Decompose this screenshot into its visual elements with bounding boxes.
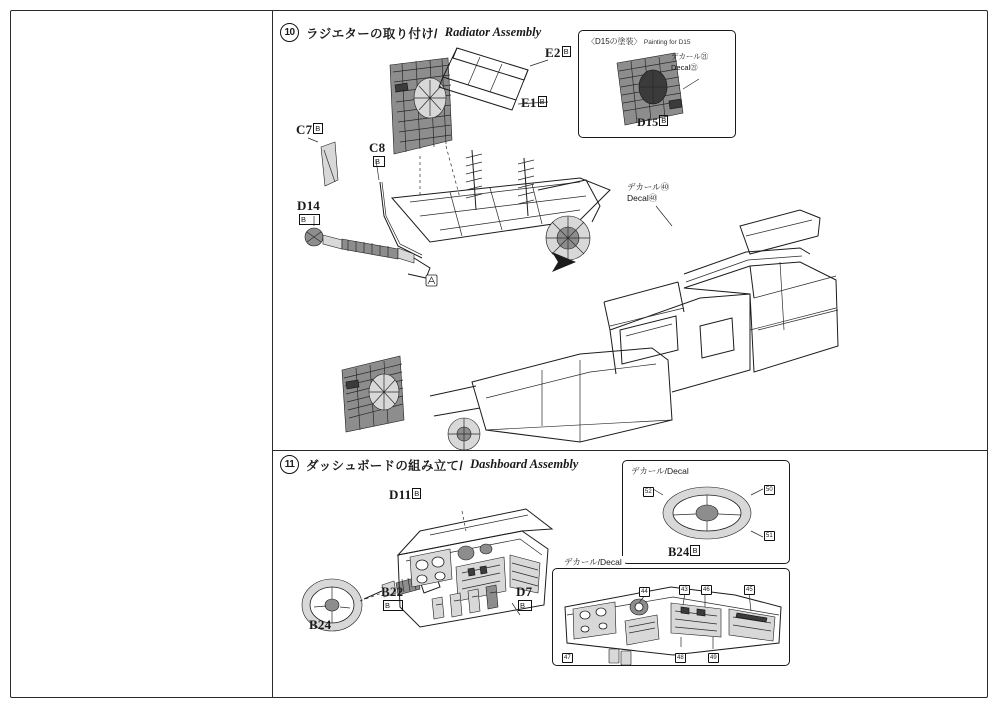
label-e1: E1 B (521, 95, 545, 110)
decal-number-48: 48 (677, 655, 684, 661)
label-c8: C8 B (369, 140, 386, 166)
radiator-shroud (439, 48, 528, 110)
b24-wheel-drawing (623, 461, 791, 565)
chassis-frame (392, 150, 610, 260)
dash-decal-drawing (553, 569, 791, 667)
vehicle-body (430, 210, 838, 450)
label-b24-callout: B24 B (668, 545, 698, 559)
label-b22: B22 B (381, 584, 404, 610)
label-b24: B24 (309, 617, 332, 632)
radiator-upper (390, 58, 452, 154)
radiator-lower (342, 356, 404, 432)
step-10-number: 10 (280, 23, 299, 42)
decal-number-52: 52 (645, 489, 652, 495)
decal-number-45: 45 (746, 587, 753, 593)
label-c7: C7 B (296, 122, 321, 137)
label-d11: D11 B (389, 487, 420, 502)
part-d14 (305, 228, 430, 278)
decal-number-43: 43 (681, 587, 688, 593)
label-e2: E2 B (545, 45, 569, 60)
step-section-divider (272, 450, 988, 451)
leader-decal-40 (656, 206, 672, 226)
marker-a (426, 275, 437, 286)
decal-number-51: 51 (766, 533, 773, 539)
step-11-title-en: Dashboard Assembly (470, 457, 579, 471)
step-11-title-jp: ダッシュボードの組み立て/ (306, 458, 464, 473)
decal-note-21: デカール㉑ Decal㉑ (671, 52, 709, 72)
left-margin-divider (272, 11, 273, 697)
part-c7 (321, 142, 338, 186)
callout-title-dash-decal: デカール/Decal (561, 556, 625, 568)
leader-c7 (308, 138, 318, 142)
step-10-title-en: Radiator Assembly (444, 25, 542, 39)
decal-number-46: 46 (703, 587, 710, 593)
dash-decal-callout (552, 557, 790, 666)
step-11-header (280, 455, 578, 474)
callout-title-b24: デカール/Decal (631, 466, 689, 476)
part-c8 (380, 182, 422, 258)
b24-decal-callout (622, 460, 790, 564)
decal-number-47: 47 (564, 655, 571, 661)
label-d14: D14 B (297, 198, 320, 224)
leader-b22-assembly (360, 593, 382, 601)
step-10-title-jp: ラジエターの取り付け/ (306, 26, 438, 41)
label-d7: D7 B (516, 584, 533, 610)
decal-note-40: デカール㊵ Decal㊵ (627, 182, 670, 203)
decal-number-44: 44 (641, 589, 648, 595)
decal-number-50: 50 (766, 487, 773, 493)
d15-paint-callout (578, 30, 736, 138)
callout-title-d15: 〈D15の塗装〉 Painting for D15 (587, 37, 691, 46)
step-11-number: 11 (280, 455, 299, 474)
label-d15: D15 B (637, 115, 667, 129)
decal-number-49: 49 (710, 655, 717, 661)
